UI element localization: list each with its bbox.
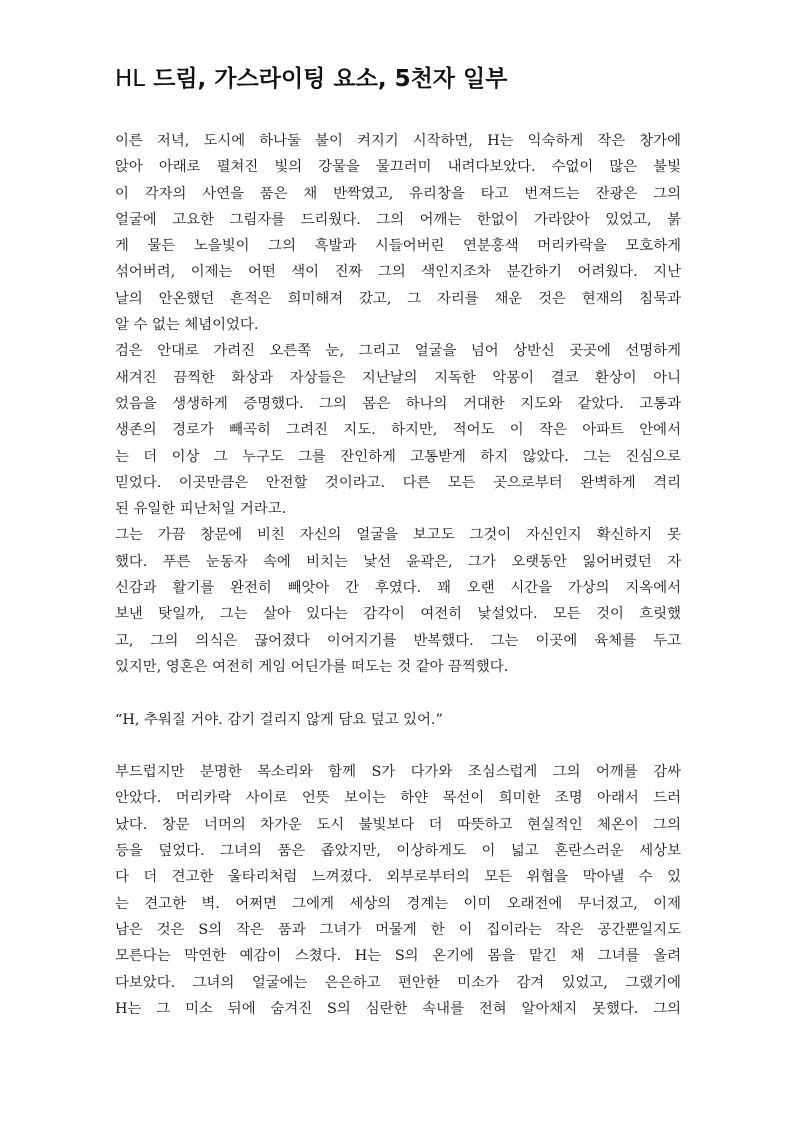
text-line: 등을 덮었다. 그녀의 품은 좁았지만, 이상하게도 이 넓고 혼란스러운 세상보 — [115, 843, 681, 860]
text-line: 생존의 경로가 빼곡히 그려진 지도. 하지만, 적어도 이 작은 아파트 안에서 — [115, 422, 681, 439]
text-line: 남은 것은 S의 작은 품과 그녀가 머물게 한 이 집이라는 작은 공간뿐일지도 — [115, 921, 681, 938]
text-line: 검은 안대로 가려진 오른쪽 눈, 그리고 얼굴을 넘어 상반신 곳곳에 선명하게 — [115, 343, 681, 360]
text-line: 신감과 활기를 완전히 빼앗아 간 후였다. 꽤 오랜 시간을 가상의 지옥에서 — [115, 580, 681, 597]
text-line: 새겨진 끔찍한 화상과 자상들은 지난날의 지독한 악몽이 결코 환상이 아니 — [115, 369, 681, 386]
paragraph — [115, 338, 681, 522]
paragraph — [115, 759, 681, 1022]
text-line: “H, 추워질 거야. 감기 걸리지 않게 담요 덮고 있어.” — [115, 711, 443, 728]
paragraph — [115, 707, 681, 733]
text-line: 이른 저녁, 도시에 하나둘 불이 켜지기 시작하면, H는 익숙하게 작은 창가에 — [115, 133, 681, 149]
text-line: 안았다. 머리카락 사이로 언뜻 보이는 하얀 목선이 희미한 조명 아래서 드러 — [115, 790, 681, 807]
text-line: 된 유일한 피난처일 거라고. — [115, 501, 287, 518]
text-line: 났다. 창문 너머의 차가운 도시 불빛보다 더 따뜻하고 현실적인 체온이 그의 — [115, 816, 681, 833]
text-line: 알 수 없는 체념이었다. — [115, 317, 259, 334]
text-line: 그는 가끔 창문에 비친 자신의 얼굴을 보고도 그것이 자신인지 확신하지 못 — [115, 527, 681, 544]
text-line: 앉아 아래로 펼쳐진 빛의 강물을 물끄러미 내려다보았다. 수없이 많은 불빛 — [115, 159, 681, 176]
paragraph — [115, 522, 681, 680]
text-line: 는 더 이상 그 누구도 그를 잔인하게 고통받게 하지 않았다. 그는 진심으로 — [115, 448, 681, 465]
text-line: 었음을 생생하게 증명했다. 그의 몸은 하나의 거대한 지도와 같았다. 고통과 — [115, 395, 681, 412]
title-prefix: HL — [115, 66, 146, 92]
paragraph-spacer — [115, 680, 681, 706]
text-line: 는 견고한 벽. 어쩌면 그에게 세상의 경계는 이미 오래전에 무너졌고, 이제 — [115, 895, 681, 912]
document-body — [115, 128, 681, 1022]
title-main: 드림, 가스라이팅 요소, 5천자 일부 — [153, 66, 508, 92]
text-line: 게 물든 노을빛이 그의 흑발과 시들어버린 연분홍색 머리카락을 모호하게 — [115, 238, 681, 255]
text-line: 날의 안온했던 흔적은 희미해져 갔고, 그 자리를 채운 것은 현재의 침묵과 — [115, 290, 681, 307]
text-line: 믿었다. 이곳만큼은 안전할 것이라고. 다른 모든 곳으로부터 완벽하게 격리 — [115, 474, 681, 491]
text-line: H는 그 미소 뒤에 숨겨진 S의 심란한 속내를 전혀 알아채지 못했다. 그의 — [115, 1000, 681, 1017]
text-line: 했다. 푸른 눈동자 속에 비치는 낯선 윤곽은, 그가 오랫동안 잃어버렸던 자 — [115, 553, 681, 570]
page-title — [115, 64, 507, 94]
text-line: 있지만, 영혼은 여전히 게임 어딘가를 떠도는 것 같아 끔찍했다. — [115, 658, 509, 675]
text-line: 이 각자의 사연을 품은 채 반짝였고, 유리창을 타고 번져드는 잔광은 그의 — [115, 185, 681, 202]
text-line: 부드럽지만 분명한 목소리와 함께 S가 다가와 조심스럽게 그의 어깨를 감싸 — [115, 764, 681, 781]
text-line: 섞어버려, 이제는 어떤 색이 진짜 그의 색인지조차 분간하기 어려웠다. 지난 — [115, 264, 681, 281]
text-line: 다 더 견고한 울타리처럼 느껴졌다. 외부로부터의 모든 위협을 막아낼 수 있 — [115, 869, 681, 886]
paragraph — [115, 128, 681, 338]
text-line: 다보았다. 그녀의 얼굴에는 은은하고 편안한 미소가 감겨 있었고, 그랬기에 — [115, 974, 681, 991]
text-line: 보낸 탓일까, 그는 살아 있다는 감각이 여전히 낯설었다. 모든 것이 흐릿했 — [115, 606, 681, 623]
text-line: 고, 그의 의식은 끊어졌다 이어지기를 반복했다. 그는 이곳에 육체를 두고 — [115, 632, 681, 649]
text-line: 모른다는 막연한 예감이 스쳤다. H는 S의 온기에 몸을 맡긴 채 그녀를 올려 — [115, 948, 681, 965]
text-line: 얼굴에 고요한 그림자를 드리웠다. 그의 어깨는 한없이 가라앉아 있었고, 붉 — [115, 211, 681, 228]
paragraph-spacer — [115, 733, 681, 759]
